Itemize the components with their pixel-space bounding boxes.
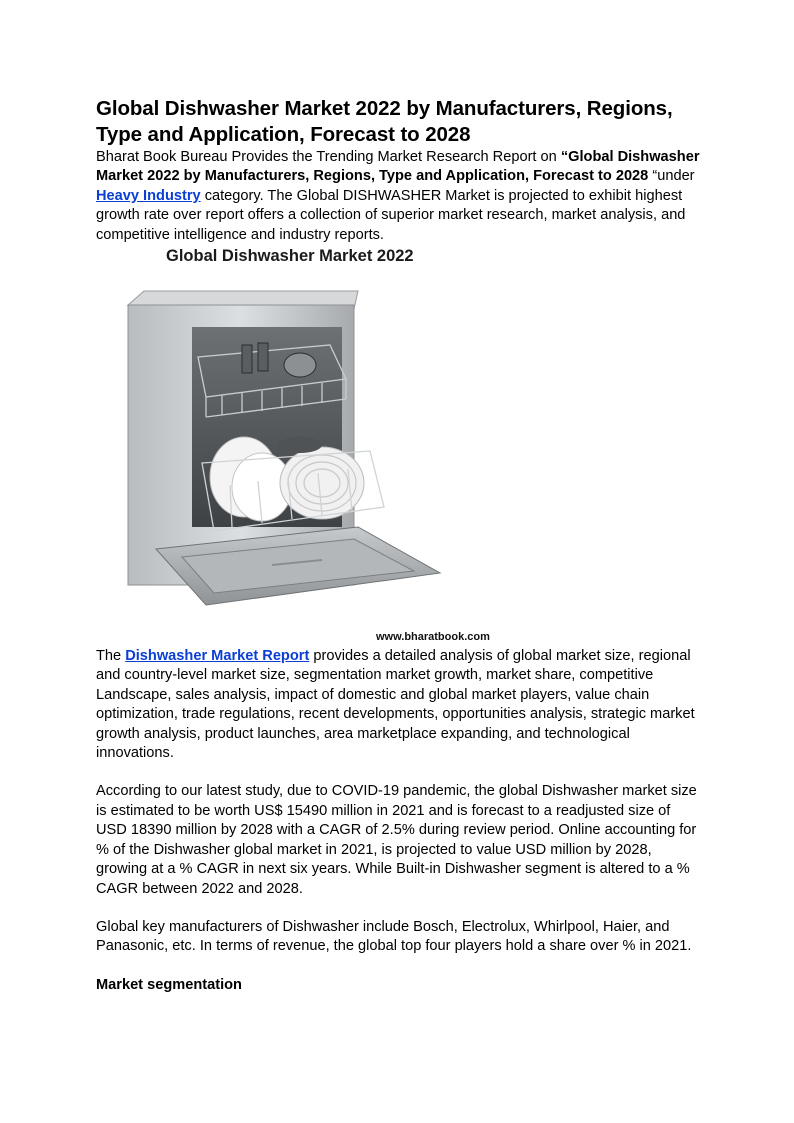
intro-paragraph	[96, 148, 702, 245]
market-size-paragraph: According to our latest study, due to COVID-19 pandemic, the global Dishwasher market size is estimated to be worth US$ 15490 million in 2021 and is forecast to a readjusted size of USD 18390 million by 2028 with a CAGR of 2.5% during review period. Online accounting for % of the Dishwasher global market in 2021, is projected to value USD million by 2028, growing at a % CAGR in next six years. While Built-in Dishwasher segment is altered to a % CAGR between 2022 and 2028.	[96, 783, 697, 897]
intro-report-title: Global Dishwasher Market 2022 by Manufacturers, Regions, Type and Application, Forecast to 2028	[96, 149, 700, 185]
paragraph-spacer	[96, 957, 702, 976]
figure-watermark: www.bharatbook.com	[376, 631, 490, 644]
dishwasher-photo-icon	[122, 287, 482, 609]
market-report-paragraph	[96, 647, 702, 763]
intro-under: under	[657, 168, 695, 185]
paragraph-spacer	[96, 899, 702, 918]
section-heading: Market segmentation	[96, 976, 242, 993]
paragraph-spacer	[96, 763, 702, 782]
intro-post: category. The Global DISHWASHER Market is projected to exhibit highest growth rate over report offers a collection of superior market research, market analysis, and competitive intelligence and industry reports.	[96, 187, 686, 243]
manufacturers-paragraph: Global key manufacturers of Dishwasher include Bosch, Electrolux, Whirlpool, Haier, and Panasonic, etc. In terms of revenue, the global top four players hold a share over % in 2021.	[96, 918, 692, 955]
para1-post: provides a detailed analysis of global market size, regional and country-level market size, segmentation market growth, market share, competitive Landscape, sales analysis, impact of domestic and global market players, value chain optimization, trade regulations, recent developments, opportunities analysis, strategic market growth analysis, product launches, area marketplace expanding, and technological innovations.	[96, 648, 695, 762]
report-figure	[96, 245, 702, 647]
intro-quote-close: “	[652, 168, 658, 185]
dishwasher-market-report-link[interactable]: Dishwasher Market Report	[125, 648, 310, 665]
intro-quote-open: “	[560, 149, 569, 165]
intro-pre: Bharat Book Bureau Provides the Trending Market Research Report on	[96, 149, 561, 165]
para1-pre: The	[96, 648, 126, 665]
figure-title: Global Dishwasher Market 2022	[166, 247, 414, 266]
heavy-industry-link[interactable]: Heavy Industry	[96, 187, 201, 204]
document-page	[96, 96, 702, 995]
page-title: Global Dishwasher Market 2022 by Manufacturers, Regions, Type and Application, Forecast to 2028	[96, 97, 673, 146]
